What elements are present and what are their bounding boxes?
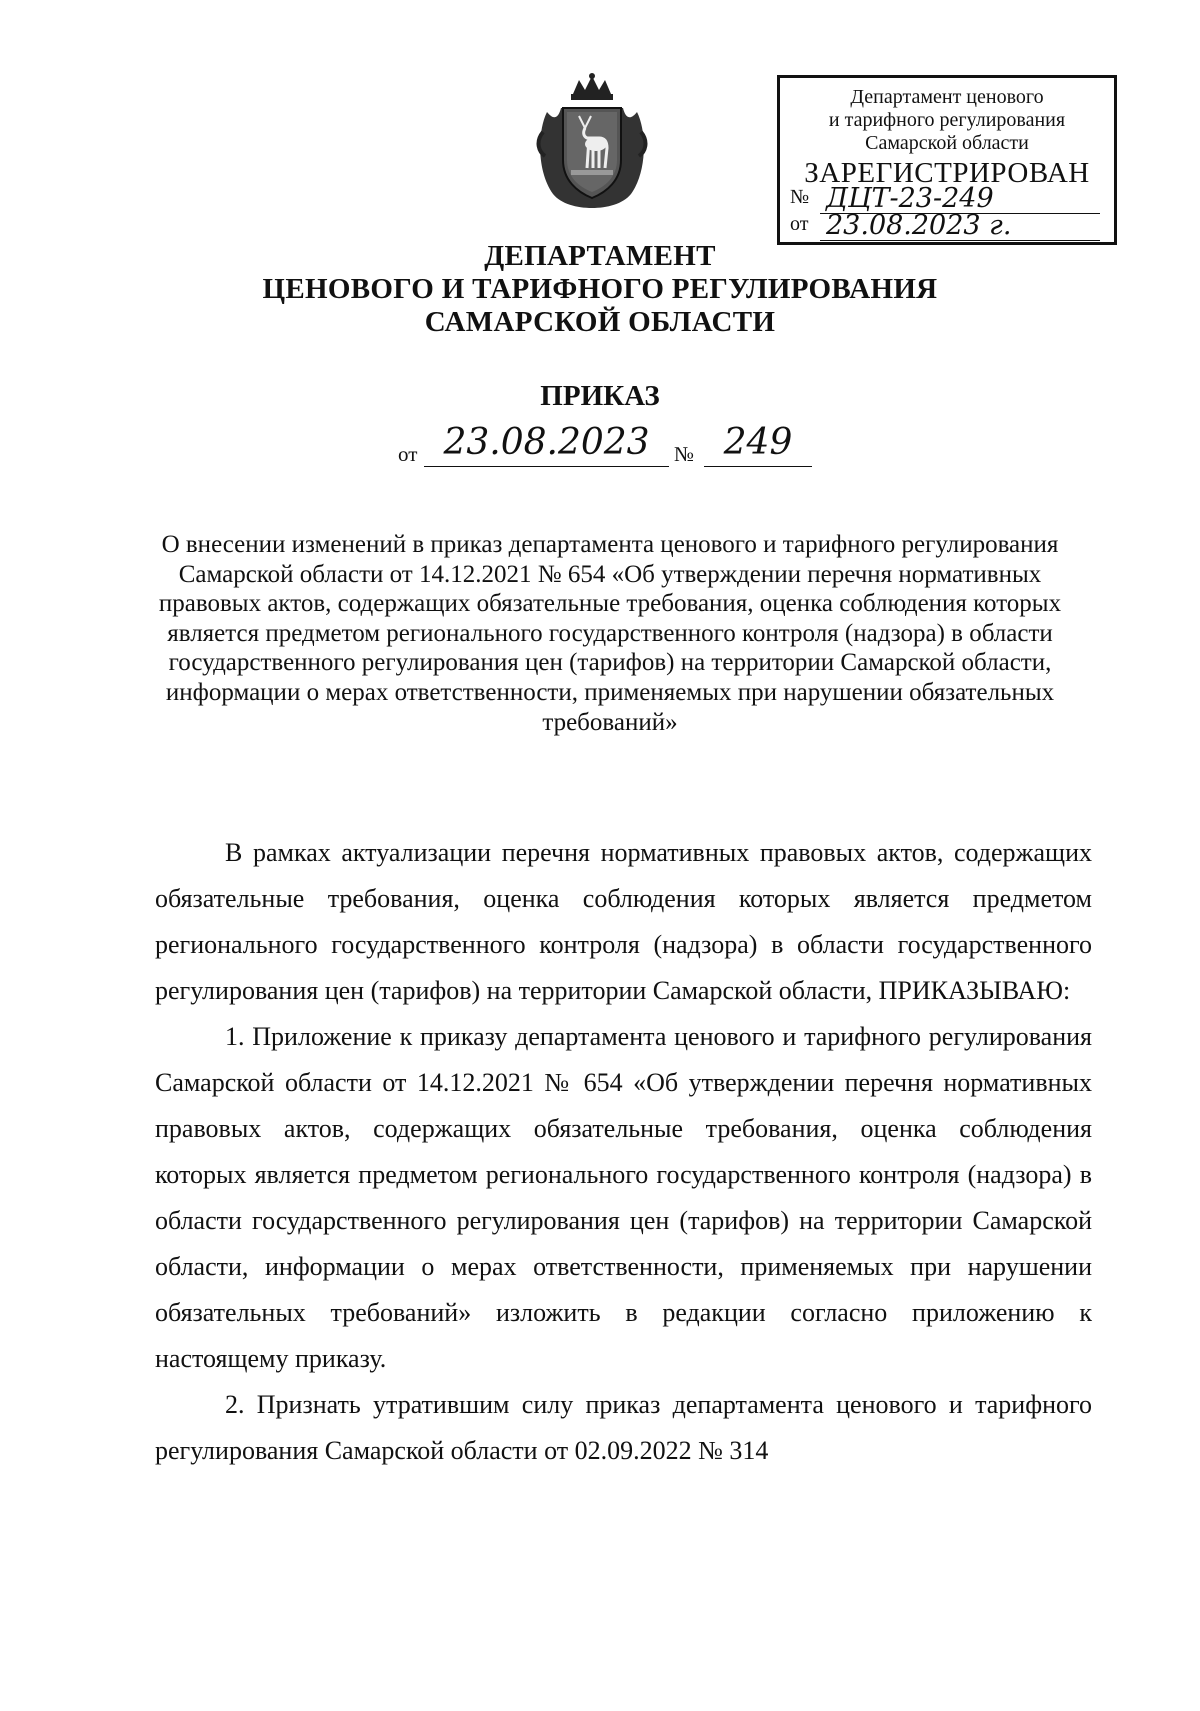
stamp-department-line3: Самарской области: [865, 132, 1029, 154]
stamp-department-line2: и тарифного регулирования: [828, 109, 1066, 131]
order-number-label: №: [674, 442, 695, 466]
department-header-line2: ЦЕНОВОГО И ТАРИФНОГО РЕГУЛИРОВАНИЯ: [262, 273, 938, 305]
body-item-2: 2. Признать утратившим силу приказ департамента ценового и тарифного регулирования Самарской области от 02.09.2022 № 314: [155, 1390, 1092, 1465]
order-number-handwritten: 249: [704, 420, 812, 467]
department-header-line3: САМАРСКОЙ ОБЛАСТИ: [424, 306, 776, 338]
stamp-date-label: от: [790, 213, 809, 235]
order-date-number: [398, 420, 828, 470]
order-subject: О внесении изменений в приказ департамента ценового и тарифного регулирования Самарской области от 14.12.2021 № 654 «Об утверждении перечня нормативных правовых актов, содержащих обязательные требования, оценка соблюдения которых является предметом регионального государственного контроля (надзора) в области государственного регулирования цен (тарифов) на территории Самарской области, информации о мерах ответственности, применяемых при нарушении обязательных требований»: [158, 531, 1062, 736]
department-header: [0, 240, 1200, 339]
department-header-line1: ДЕПАРТАМЕНТ: [484, 240, 716, 272]
stamp-status: ЗАРЕГИСТРИРОВАН: [804, 157, 1090, 189]
order-date-handwritten: 23.08.2023: [424, 420, 669, 467]
stamp-number-handwritten: ДЦТ-23-249: [820, 185, 1100, 214]
stamp-number-label: №: [790, 186, 810, 208]
body-item-1: 1. Приложение к приказу департамента ценового и тарифного регулирования Самарской области от 14.12.2021 № 654 «Об утверждении перечня нормативных правовых актов, содержащих обязательные требования, оценка соблюдения которых является предметом регионального государственного контроля (надзора) в области государственного регулирования цен (тарифов) на территории Самарской области, информации о мерах ответственности, применяемых при нарушении обязательных требований» изложить в редакции согласно приложению к настоящему приказу.: [155, 1022, 1092, 1373]
body-intro-paragraph: В рамках актуализации перечня нормативных правовых актов, содержащих обязательные требования, оценка соблюдения которых является предметом регионального государственного контроля (надзора) в области государственного регулирования цен (тарифов) на территории Самарской области, ПРИКАЗЫВАЮ:: [155, 838, 1092, 1005]
coat-of-arms-emblem: [533, 72, 651, 210]
stamp-date-row: [790, 210, 1090, 243]
order-title: ПРИКАЗ: [540, 380, 660, 412]
stamp-department-line1: Департамент ценового: [850, 86, 1044, 108]
order-body: [155, 830, 1092, 1474]
stamp-date-handwritten: 23.08.2023 г.: [820, 212, 1100, 241]
registration-stamp: [777, 75, 1117, 245]
order-date-label: от: [398, 442, 418, 466]
